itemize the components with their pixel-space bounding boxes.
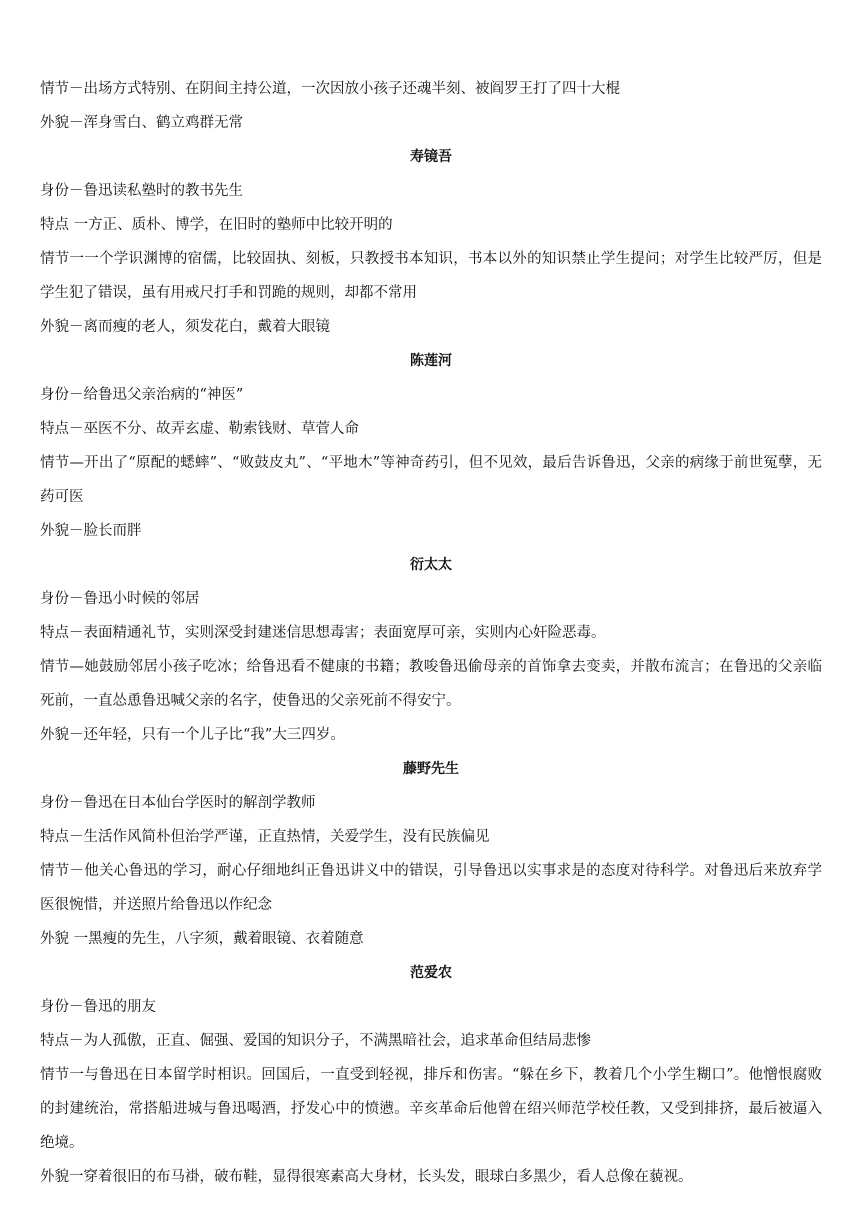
- traits-line: 特点 一方正、质朴、博学，在旧时的塾师中比较开明的: [40, 217, 393, 233]
- character-section-shou-jingwu: [40, 140, 822, 344]
- appearance-line: 外貌一穿着很旧的布马褂，破布鞋，显得很寒素高大身材，长头发，眼球白多黑少，看人总像在藐视。: [40, 1169, 693, 1185]
- appearance-line: 外貌－还年轻，只有一个儿子比“我”大三四岁。: [40, 727, 345, 743]
- traits-line: 特点－表面精通礼节，实则深受封建迷信思想毒害；表面宽厚可亲，实则内心奸险恶毒。: [40, 625, 606, 641]
- plot-line: 情节一与鲁迅在日本留学时相识。回国后，一直受到轻视，排斥和伤害。“躲在乡下，教着几个小学生糊口”。他憎恨腐败的封建统治，常搭船进城与鲁迅喝酒，抒发心中的愤懑。辛亥革命后他曾在绍兴师范学校任教，又受到排挤，最后被逼入绝境。: [40, 1067, 822, 1151]
- appearance-line: 外貌－离而瘦的老人，须发花白，戴着大眼镜: [40, 319, 330, 335]
- identity-line: 身份－鲁迅的朋友: [40, 999, 156, 1015]
- plot-line: 情节—开出了“原配的蟋蟀”、“败鼓皮丸”、“平地木”等神奇药引，但不见效，最后告诉鲁迅，父亲的病缘于前世冤孽，无药可医: [40, 455, 822, 505]
- traits-line: 特点－生活作风简朴但治学严谨，正直热情，关爱学生，没有民族偏见: [40, 829, 490, 845]
- appearance-line: 外貌－脸长而胖: [40, 523, 142, 539]
- character-section-yan-taitai: [40, 548, 822, 752]
- plot-line: 情节—她鼓励邻居小孩子吃冰；给鲁迅看不健康的书籍；教唆鲁迅偷母亲的首饰拿去变卖，并散布流言；在鲁迅的父亲临死前，一直怂恿鲁迅喊父亲的名字，使鲁迅的父亲死前不得安宁。: [40, 659, 822, 709]
- identity-line: 身份－鲁迅小时候的邻居: [40, 591, 200, 607]
- traits-line: 特点－为人孤傲，正直、倔强、爱国的知识分子，不满黑暗社会，追求革命但结局悲惨: [40, 1033, 591, 1049]
- document-page: [40, 72, 822, 1194]
- intro-plot: 情节－出场方式特别、在阴间主持公道，一次因放小孩子还魂半刻、被阎罗王打了四十大棍: [40, 81, 620, 97]
- section-heading: 衍太太: [410, 557, 452, 573]
- traits-line: 特点－巫医不分、故弄玄虚、勒索钱财、草菅人命: [40, 421, 359, 437]
- character-section-fujino: [40, 752, 822, 956]
- identity-line: 身份－给鲁迅父亲治病的“神医”: [40, 387, 244, 403]
- section-heading: 藤野先生: [403, 761, 459, 777]
- character-section-fan-ainong: [40, 956, 822, 1194]
- section-heading: 寿镜吾: [410, 149, 452, 165]
- identity-line: 身份－鲁迅在日本仙台学医时的解剖学教师: [40, 795, 316, 811]
- intro-appearance: 外貌－浑身雪白、鹤立鸡群无常: [40, 115, 243, 131]
- plot-line: 情节一一个学识渊博的宿儒，比较固执、刻板，只教授书本知识，书本以外的知识禁止学生提问；对学生比较严厉，但是学生犯了错误，虽有用戒尺打手和罚跪的规则，却都不常用: [40, 251, 822, 301]
- identity-line: 身份－鲁迅读私塾时的教书先生: [40, 183, 243, 199]
- section-heading: 陈莲河: [410, 353, 452, 369]
- appearance-line: 外貌 一黑瘦的先生，八字须，戴着眼镜、衣着随意: [40, 931, 364, 947]
- section-heading: 范爱农: [410, 965, 452, 981]
- character-section-chen-lianhe: [40, 344, 822, 548]
- plot-line: 情节－他关心鲁迅的学习，耐心仔细地纠正鲁迅讲义中的错误，引导鲁迅以实事求是的态度对待科学。对鲁迅后来放弃学医很惋惜，并送照片给鲁迅以作纪念: [40, 863, 822, 913]
